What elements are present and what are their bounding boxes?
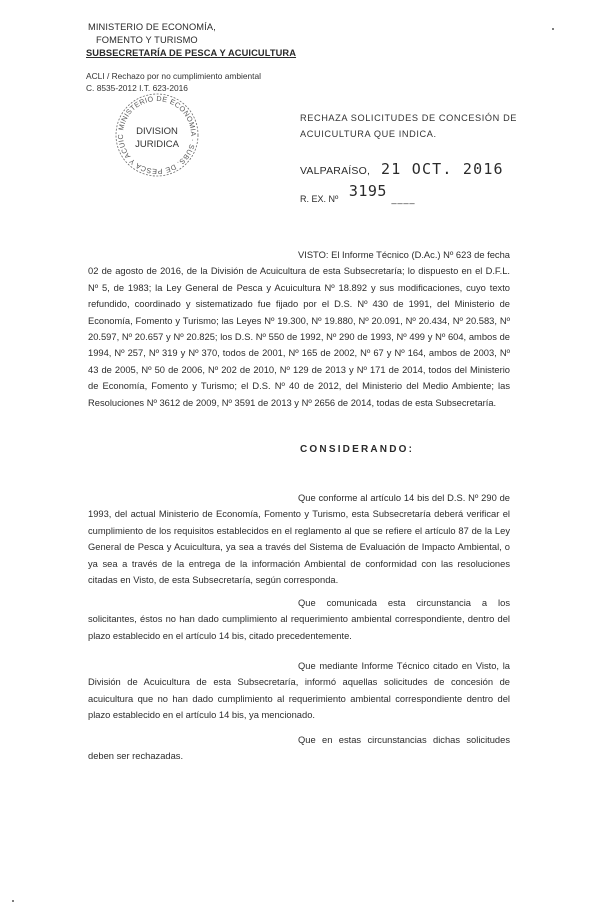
considerando-3-text: Que mediante Informe Técnico citado en Visto, la División de Acuicultura de esta Subsecretaría, informó aquellas solicitudes de concesión de acuicultura que no han dado cumplimiento al requerimiento ambiental correspondiente dentro del plazo establecido en el artículo 14 bis, ya mencionado. <box>88 661 510 721</box>
subject-text: RECHAZA SOLICITUDES DE CONCESIÓN DE ACUICULTURA QUE INDICA. <box>300 113 518 139</box>
reference-line: ACLI / Rechazo por no cumplimiento ambiental <box>86 71 262 81</box>
considerando-1-text: Que conforme al artículo 14 bis del D.S. Nº 290 de 1993, del actual Ministerio de Economía, Fomento y Turismo, esta Subsecretaría deberá verificar el cumplimiento de los requisitos establecidos en el reglamento al que se refiere el artículo 87 de la Ley General de Pesca y Acuicultura, ya sea a través del Sistema de Evaluación de Impacto Ambiental, o ya sea a través de la entrega de la información Ambiental de conformidad con las resoluciones citadas en Visto, de esta Subsecretaría, según corresponda. <box>88 493 510 586</box>
scan-speck <box>12 900 14 902</box>
considerando-heading: CONSIDERANDO: <box>300 444 415 455</box>
resolution-date: 21 OCT. 2016 <box>381 160 504 178</box>
resolution-number-line <box>300 182 416 206</box>
considerando-4-text: Que en estas circunstancias dichas solicitudes deben ser rechazadas. <box>88 735 510 762</box>
stamp-line-2: JURIDICA <box>135 139 179 150</box>
ministry-line-2: FOMENTO Y TURISMO <box>96 35 198 45</box>
resolution-suffix: ____ <box>391 194 416 204</box>
city: VALPARAÍSO, <box>300 165 371 177</box>
scan-speck <box>552 28 554 30</box>
visto-text: El Informe Técnico (D.Ac.) Nº 623 de fecha 02 de agosto de 2016, de la División de Acuicultura de esta Subsecretaría; lo dispuesto en el D.F.L. Nº 5, de 1983; la Ley General de Pesca y Acuicultura Nº 18.892 y sus modificaciones, cuyo texto refundido, coordinado y sistematizado fue fijado por el D.S. Nº 430 de 1991, del Ministerio de Economía, Fomento y Turismo; las Leyes Nº 19.300, Nº 19.880, Nº 20.091, Nº 20.434, Nº 20.583, Nº 20.597, Nº 20.657 y Nº 20.825; los D.S. Nº 550 de 1992, Nº 290 de 1993, Nº 499 y Nº 604, ambos de 1994, Nº 257, Nº 319 y Nº 370, todos de 2001, Nº 165 de 2002, Nº 67 y Nº 164, ambos de 2003, Nº 43 de 2005, Nº 50 de 2006, Nº 202 de 2010, Nº 129 de 2013 y Nº 171 de 2014, todos del Ministerio de Economía, Fomento y Turismo; el D.S. Nº 40 de 2012, del Ministerio del Medio Ambiente; las Resoluciones Nº 3612 de 2009, Nº 3591 de 2013 y Nº 2656 de 2014, todas de esta Subsecretaría. <box>88 250 510 408</box>
stamp-line-1: DIVISION <box>136 126 178 137</box>
resolution-number: 3195 <box>348 182 387 200</box>
considerando-2 <box>88 595 510 644</box>
division-juridica-stamp <box>114 92 200 178</box>
file-reference: C. 8535-2012 I.T. 623-2016 <box>86 83 188 93</box>
resolution-label: R. EX. Nº <box>300 194 339 204</box>
visto-lead: VISTO: <box>298 250 329 260</box>
considerando-3 <box>88 658 510 724</box>
considerando-1 <box>88 490 510 588</box>
considerando-4 <box>88 732 510 765</box>
place-date <box>300 160 504 178</box>
ministry-line-1: MINISTERIO DE ECONOMÍA, <box>88 22 216 32</box>
letterhead <box>86 21 296 60</box>
stamp-ring-text: MINISTERIO DE ECONOMIA · SUBS. DE PESCA Y ACUIC <box>115 93 199 177</box>
visto-paragraph <box>88 247 510 411</box>
considerando-2-text: Que comunicada esta circunstancia a los solicitantes, éstos no han dado cumplimiento al requerimiento ambiental correspondiente, dentro del plazo establecido en el artículo 14 bis, citado precedentemente. <box>88 598 510 641</box>
subsecretaria-name: SUBSECRETARÍA DE PESCA Y ACUICULTURA <box>86 48 297 58</box>
